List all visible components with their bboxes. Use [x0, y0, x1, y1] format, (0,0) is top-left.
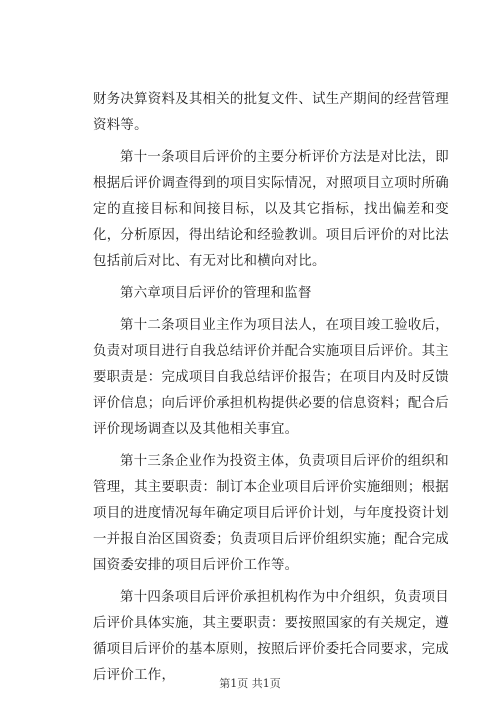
paragraph-article-12: 第十二条项目业主作为项目法人，在项目竣工验收后，负责对项目进行自我总结评价并配合实施项目后评价。其主要职责是：完成项目自我总结评价报告；在项目内及时反馈评价信息；向后评价承担机构提供必要的信息资料；配合后评价现场调查以及其他相关事宜。: [93, 318, 449, 437]
paragraph-article-11: 第十一条项目后评价的主要分析评价方法是对比法，即根据后评价调查得到的项目实际情况，对照项目立项时所确定的直接目标和间接目标，以及其它指标，找出偏差和变化，分析原因，得出结论和经验教训。项目后评价的对比法包括前后对比、有无对比和横向对比。: [93, 150, 449, 269]
document-body: [93, 87, 449, 689]
page-footer: 第1页 共1页: [219, 677, 281, 690]
chapter-heading: 第六章项目后评价的管理和监督: [120, 286, 312, 301]
paragraph-article-13: 第十三条企业作为投资主体，负责项目后评价的组织和管理，其主要职责：制订本企业项目后评价实施细则；根据项目的进度情况每年确定项目后评价计划，与年度投资计划一并报自治区国资委；负责项目后评价组织实施；配合完成国资委安排的项目后评价工作等。: [93, 454, 449, 573]
paragraph-article-14: 第十四条项目后评价承担机构作为中介组织，负责项目后评价具体实施，其主要职责：要按照国家的有关规定，遵循项目后评价的基本原则，按照后评价委托合同要求，完成后评价工作，: [93, 590, 449, 683]
paragraph-continuation: 财务决算资料及其相关的批复文件、试生产期间的经营管理资料等。: [93, 92, 449, 133]
